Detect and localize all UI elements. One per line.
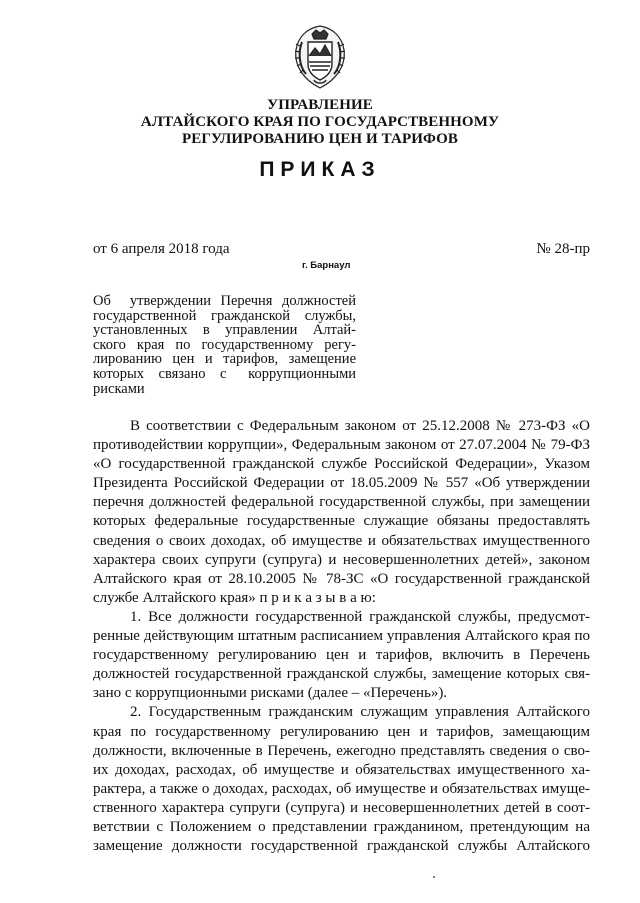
- body-line: их доходах, расходах, об имуществе и обязательствах имущественного ха-: [93, 761, 590, 778]
- body-line: 1. Все должности государственной гражданской службы, предусмот-: [130, 608, 590, 625]
- subject-line: государственной гражданской службы,: [93, 307, 356, 324]
- subject-line: Об утверждении Перечня должностей: [93, 293, 356, 309]
- agency-line-2: АЛТАЙСКОГО КРАЯ ПО ГОСУДАРСТВЕННОМУ: [140, 114, 500, 130]
- order-subject: [93, 294, 356, 396]
- subject-line: которых связано с коррупционными: [93, 365, 356, 382]
- agency-name: [0, 97, 640, 148]
- body-line: характера своих супруги (супруга) и несовершеннолетних детей», законом: [93, 551, 590, 568]
- coat-of-arms-emblem: [288, 22, 352, 92]
- body-line: противодействии коррупции», Федеральным законом от 27.07.2004 № 79-ФЗ: [93, 437, 590, 454]
- body-line: должности, включенные в Перечень, ежегодно представлять сведения о сво-: [93, 742, 590, 759]
- order-number: № 28-пр: [536, 241, 590, 257]
- body-line: перечня должностей федеральной государственной службы, при замещении: [93, 494, 590, 511]
- body-line: государственному регулированию цен и тарифов, включить в Перечень: [93, 647, 590, 664]
- subject-line: ского края по государственному регу-: [93, 336, 356, 353]
- body-line: службе Алтайского края» п р и к а з ы в а ю:: [93, 589, 376, 606]
- agency-line-1: УПРАВЛЕНИЕ: [267, 97, 373, 113]
- order-city: г. Барнаул: [302, 260, 351, 271]
- body-line: замещение должности государственной гражданской службы Алтайского: [93, 838, 590, 855]
- order-title: ПРИКАЗ: [259, 158, 381, 181]
- body-line: ственного характера супруги (супруга) и несовершеннолетних детей в соот-: [93, 799, 590, 816]
- body-line: зано с коррупционными рисками (далее – «Перечень»).: [93, 685, 448, 702]
- body-line: сведения о своих доходах, об имуществе и обязательствах имущественного: [93, 532, 590, 549]
- body-line: должностей государственной гражданской службы, замещение которых свя-: [93, 666, 590, 683]
- body-line: рактера, а также о доходах, расходах, об имуществе и обязательствах имуще-: [93, 780, 590, 797]
- body-line: В соответствии с Федеральным законом от 25.12.2008 № 273-ФЗ «О: [130, 418, 590, 434]
- body-line: «О государственной гражданской службе Российской Федерации», Указом: [93, 456, 590, 473]
- body-line: Президента Российской Федерации от 18.05.2009 № 557 «Об утверждении: [93, 475, 590, 492]
- body-line: ренные действующим штатным расписанием управления Алтайского края по: [93, 628, 590, 645]
- body-line: ветствии с Положением о представлении гражданином, претендующим на: [93, 818, 590, 835]
- subject-line: лированию цен и тарифов, замещение: [93, 351, 356, 368]
- body-line: Алтайского края от 28.10.2005 № 78-ЗС «О государственной гражданской: [93, 570, 590, 587]
- body-line: края по государственному регулированию цен и тарифов, замещающим: [93, 723, 590, 740]
- body-line: которых федеральные государственные служащие обязаны предоставлять: [93, 513, 590, 530]
- order-body: [93, 417, 590, 856]
- subject-line: рисками: [93, 380, 145, 397]
- scan-speck: [433, 876, 435, 878]
- subject-line: установленных в управлении Алтай-: [93, 322, 356, 339]
- agency-line-3: РЕГУЛИРОВАНИЮ ЦЕН И ТАРИФОВ: [181, 131, 459, 147]
- body-line: 2. Государственным гражданским служащим управления Алтайского: [130, 704, 590, 721]
- order-date: от 6 апреля 2018 года: [93, 241, 230, 257]
